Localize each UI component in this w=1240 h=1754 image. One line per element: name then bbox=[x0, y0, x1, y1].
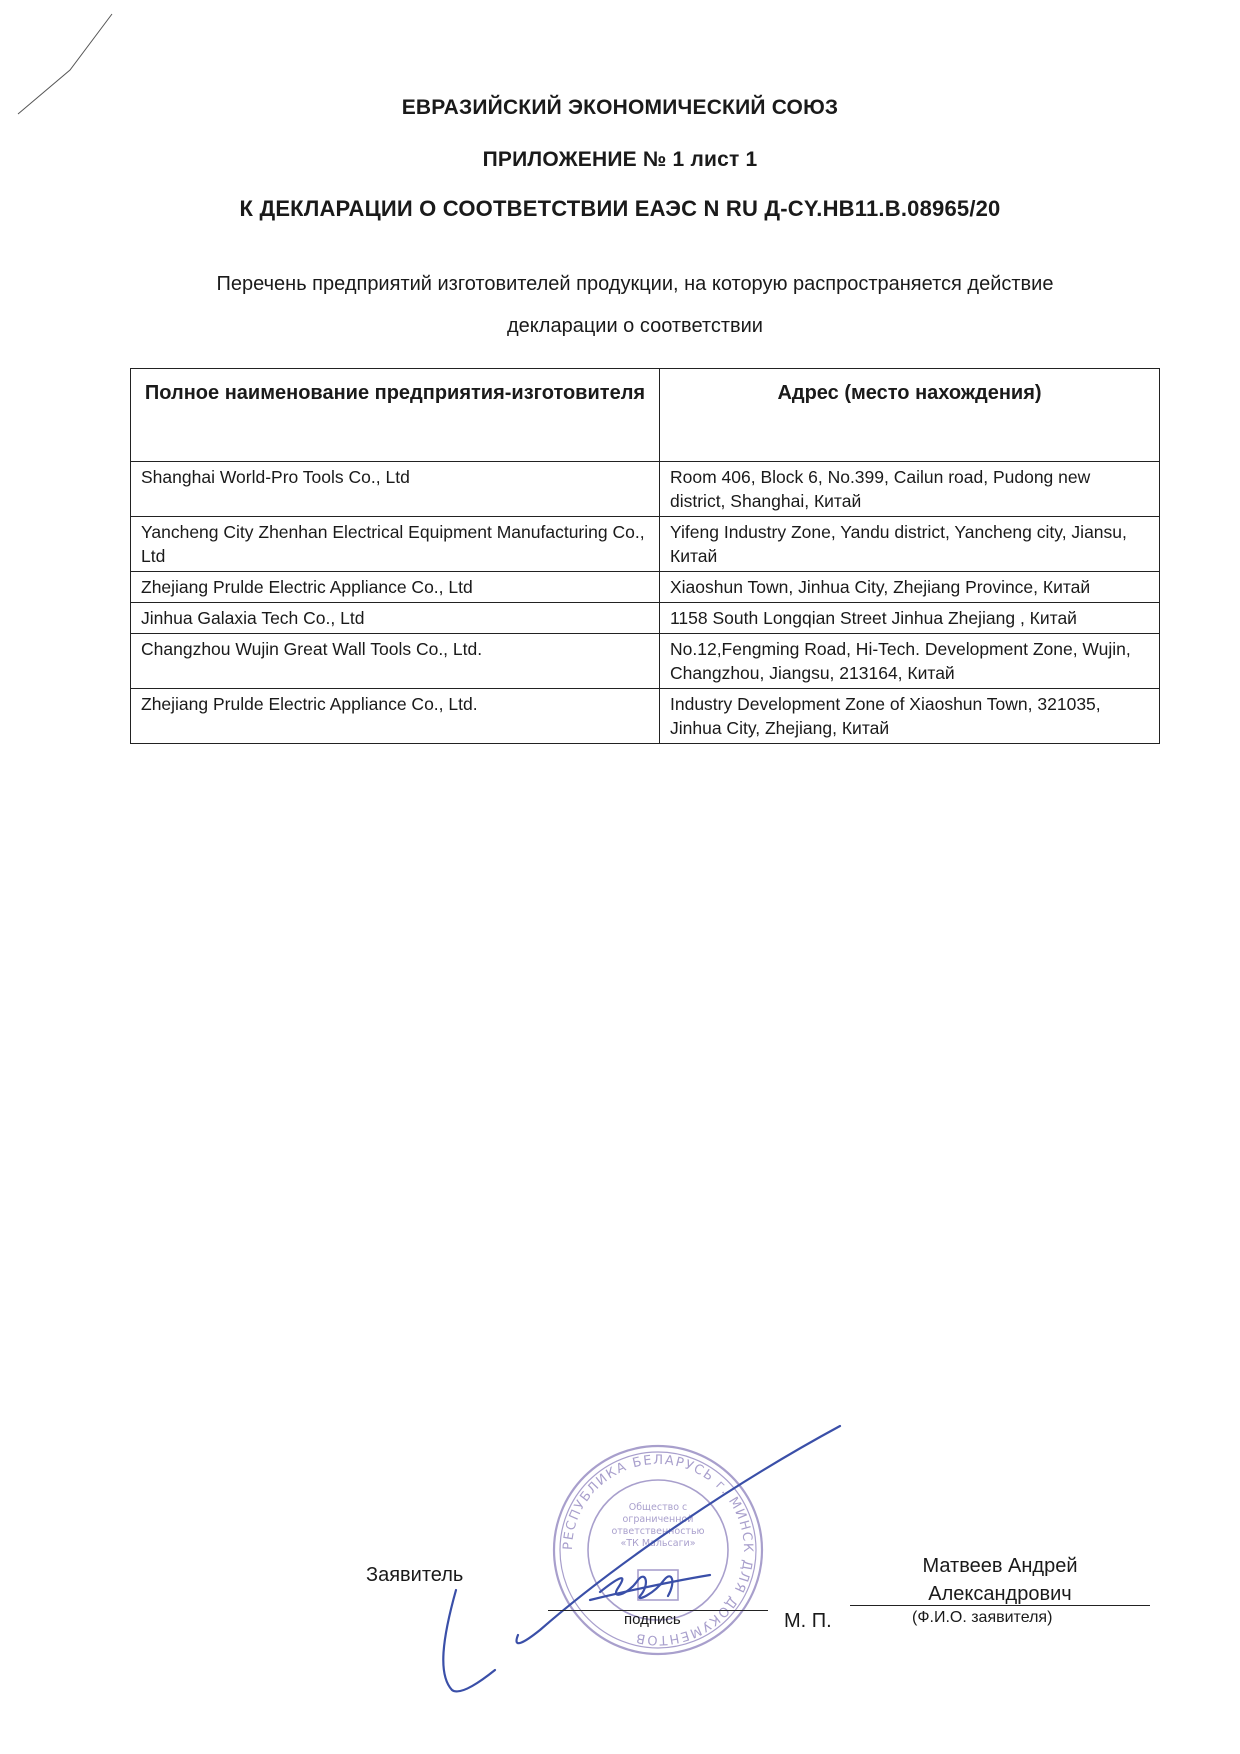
intro-text-line-2: декларации о соответствии bbox=[507, 315, 763, 337]
manufacturer-name-cell: Zhejiang Prulde Electric Appliance Co., Ltd bbox=[131, 572, 660, 603]
applicant-full-name bbox=[895, 1552, 1105, 1608]
manufacturer-address-cell: 1158 South Longqian Street Jinhua Zhejiang , Китай bbox=[660, 603, 1160, 634]
applicant-name-line-2: Александрович bbox=[928, 1583, 1072, 1605]
appendix-heading: ПРИЛОЖЕНИЕ № 1 лист 1 bbox=[482, 148, 758, 171]
seal-inner-text: Общество с ограниченной ответственностью «ТК Мальсаги» bbox=[611, 1502, 705, 1549]
table-row bbox=[131, 517, 1160, 572]
handwritten-signature bbox=[440, 1420, 860, 1700]
table-row bbox=[131, 462, 1160, 517]
manufacturer-address-cell: Room 406, Block 6, No.399, Cailun road, Pudong new district, Shanghai, Китай bbox=[660, 462, 1160, 517]
table-row bbox=[131, 603, 1160, 634]
table-header-row bbox=[131, 369, 1160, 462]
seal-outer-text: РЕСПУБЛИКА БЕЛАРУСЬ г. МИНСК ДЛЯ ДОКУМЕНТОВ bbox=[560, 1452, 756, 1648]
intro-text-line-1: Перечень предприятий изготовителей продукции, на которую распространяется действие bbox=[216, 273, 1054, 295]
table-row bbox=[131, 572, 1160, 603]
signature-caption: подпись bbox=[624, 1611, 681, 1628]
declaration-heading: К ДЕКЛАРАЦИИ О СООТВЕТСТВИИ ЕАЭС N RU Д-CY.HB11.B.08965/20 bbox=[239, 196, 1001, 221]
manufacturers-table bbox=[130, 368, 1160, 744]
table-row bbox=[131, 689, 1160, 744]
stamp-place-label: М. П. bbox=[784, 1610, 832, 1632]
column-header-address: Адрес (место нахождения) bbox=[660, 369, 1160, 462]
full-name-caption: (Ф.И.О. заявителя) bbox=[912, 1609, 1053, 1626]
manufacturer-address-cell: Yifeng Industry Zone, Yandu district, Yancheng city, Jiansu, Китай bbox=[660, 517, 1160, 572]
manufacturer-address-cell: Industry Development Zone of Xiaoshun Town, 321035, Jinhua City, Zhejiang, Китай bbox=[660, 689, 1160, 744]
manufacturer-name-cell: Changzhou Wujin Great Wall Tools Co., Ltd. bbox=[131, 634, 660, 689]
union-heading: ЕВРАЗИЙСКИЙ ЭКОНОМИЧЕСКИЙ СОЮЗ bbox=[401, 96, 839, 119]
column-header-name: Полное наименование предприятия-изготовителя bbox=[131, 369, 660, 462]
manufacturer-name-cell: Shanghai World-Pro Tools Co., Ltd bbox=[131, 462, 660, 517]
manufacturer-name-cell: Yancheng City Zhenhan Electrical Equipment Manufacturing Co., Ltd bbox=[131, 517, 660, 572]
manufacturer-address-cell: Xiaoshun Town, Jinhua City, Zhejiang Province, Китай bbox=[660, 572, 1160, 603]
applicant-label: Заявитель bbox=[366, 1564, 464, 1586]
applicant-name-line-1: Матвеев Андрей bbox=[922, 1555, 1078, 1577]
manufacturer-name-cell: Jinhua Galaxia Tech Co., Ltd bbox=[131, 603, 660, 634]
full-name-underline bbox=[850, 1605, 1150, 1606]
manufacturer-name-cell: Zhejiang Prulde Electric Appliance Co., Ltd. bbox=[131, 689, 660, 744]
table-row bbox=[131, 634, 1160, 689]
manufacturer-address-cell: No.12,Fengming Road, Hi-Tech. Development Zone, Wujin, Changzhou, Jiangsu, 213164, Китай bbox=[660, 634, 1160, 689]
